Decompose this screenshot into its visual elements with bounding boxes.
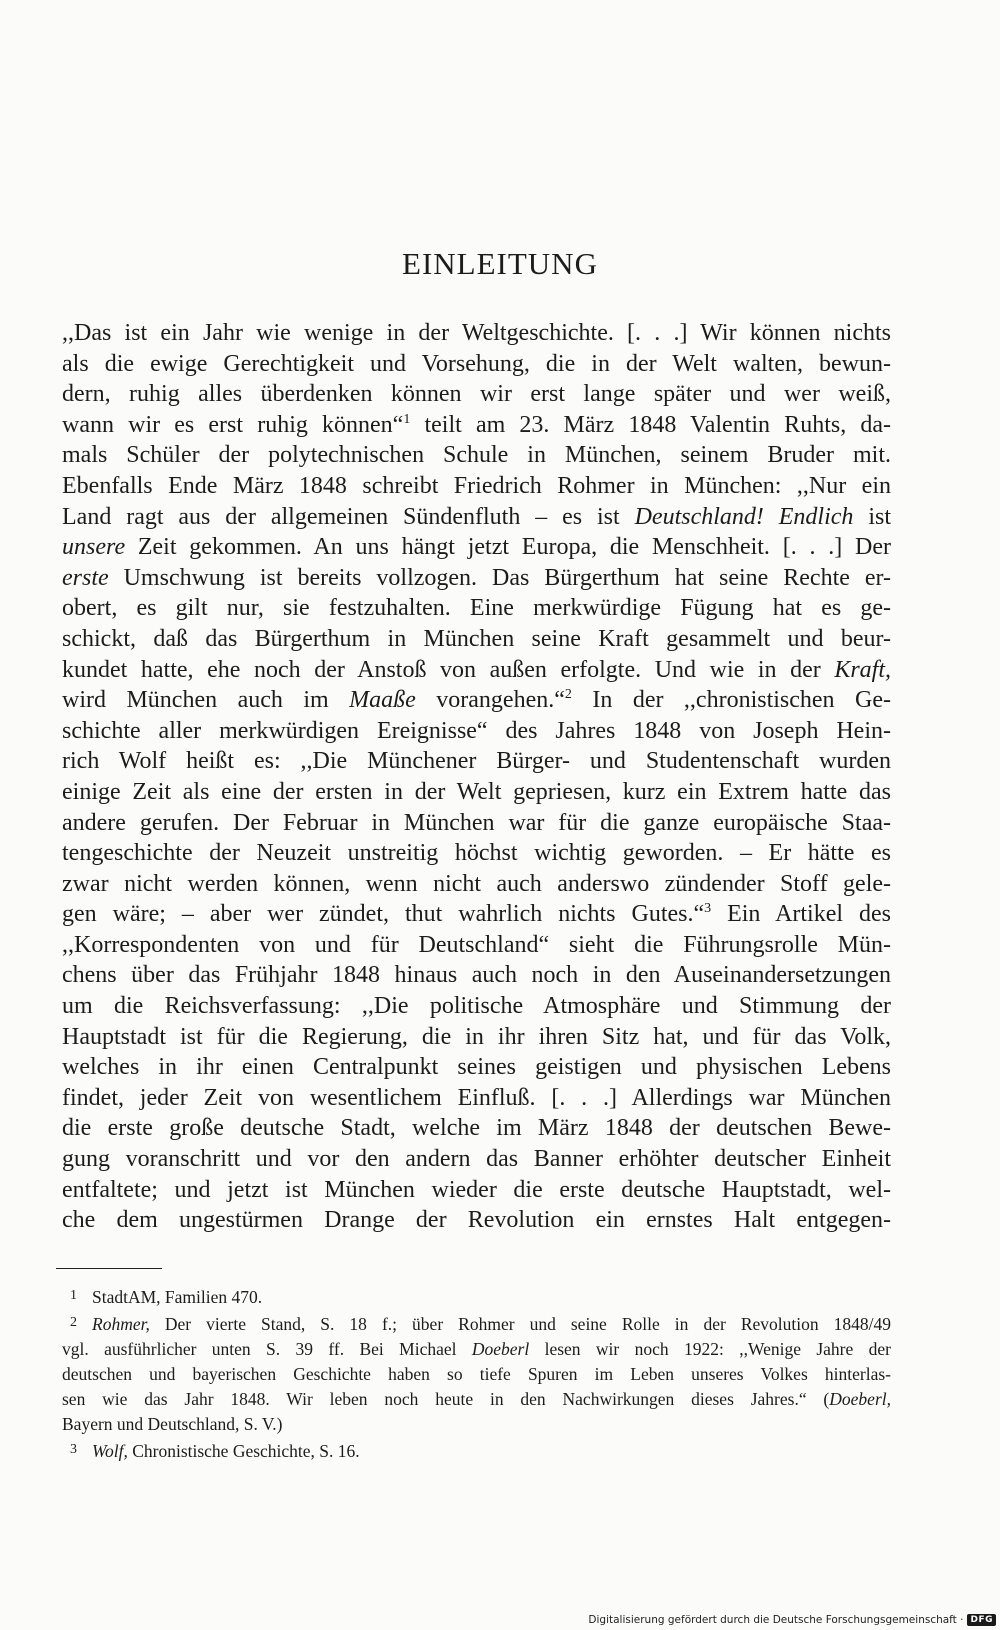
footnote-line (62, 1310, 891, 1337)
footnote-marker: 3 (704, 901, 712, 917)
body-line (62, 899, 891, 930)
text-run: gung voranschritt und vor den andern das Banner erhöhter deutscher Einheit (62, 1146, 891, 1173)
footnote-line (62, 1283, 891, 1310)
italic-text: Rohmer, (92, 1314, 150, 1334)
italic-text: Doeberl (471, 1339, 530, 1359)
text-run: lesen wir noch 1922: ,,Wenige Jahre der (529, 1339, 891, 1359)
footnote-line (62, 1387, 891, 1412)
footnote-number: 3 (70, 1442, 77, 1457)
italic-text: Kraft, (834, 656, 891, 683)
funding-footer (588, 1610, 1000, 1630)
body-line (62, 1083, 891, 1114)
text-run: ist (853, 503, 892, 530)
text-run: einige Zeit als eine der ersten in der Welt gepriesen, kurz ein Extrem hatte das (62, 778, 891, 805)
body-line (62, 869, 891, 900)
body-line (62, 1113, 891, 1144)
text-run: um die Reichsverfassung: ,,Die politische Atmosphäre und Stimmung der (62, 993, 891, 1020)
text-run: Der vierte Stand, S. 18 f.; über Rohmer und seine Rolle in der Revolution 1848/49 (149, 1314, 891, 1334)
italic-text: Wolf, (92, 1441, 128, 1461)
italic-text: unsere (62, 534, 126, 561)
body-line (62, 624, 891, 655)
body-line (62, 930, 891, 961)
text-run: als die ewige Gerechtigkeit und Vorsehung, die in der Welt walten, bewun- (62, 350, 891, 377)
footnote-marker: 2 (564, 687, 572, 703)
body-line (62, 991, 891, 1022)
body-line (62, 471, 891, 502)
body-line (62, 716, 891, 747)
text-run: die erste große deutsche Stadt, welche im März 1848 der deutschen Bewe- (62, 1115, 891, 1142)
body-line (62, 777, 891, 808)
text-run: findet, jeder Zeit von wesentlichem Einfluß. [. . .] Allerdings war München (62, 1084, 891, 1111)
text-run: Zeit gekommen. An uns hängt jetzt Europa, die Menschheit. [. . .] Der (125, 534, 891, 561)
body-line (62, 746, 891, 777)
footnote-divider (56, 1268, 162, 1269)
footnote-number: 2 (70, 1315, 77, 1330)
text-run: Bayern und Deutschland, S. V.) (62, 1414, 283, 1434)
body-line (62, 838, 891, 869)
text-run: schichte aller merkwürdigen Ereignisse“ des Jahres 1848 von Joseph Hein- (62, 717, 891, 744)
text-run: mals Schüler der polytechnischen Schule in München, seinem Bruder mit. (62, 442, 891, 469)
text-run: Umschwung ist bereits vollzogen. Das Bürgerthum hat seine Rechte er- (108, 564, 891, 591)
text-run: StadtAM, Familien 470. (92, 1287, 263, 1307)
footnote-line (62, 1412, 891, 1437)
body-line (62, 1144, 891, 1175)
body-line (62, 1175, 891, 1206)
text-run: zwar nicht werden können, wenn nicht auch anderswo zündender Stoff gele- (62, 870, 891, 897)
italic-text: erste (62, 564, 109, 591)
text-run: In der ,,chronistischen Ge- (571, 687, 892, 714)
footnote-line (62, 1337, 891, 1362)
text-run: Ein Artikel des (711, 901, 892, 928)
text-run: welches in ihr einen Centralpunkt seines geistigen und physischen Lebens (62, 1054, 891, 1081)
body-line (62, 502, 891, 533)
text-run: dern, ruhig alles überdenken können wir erst lange später und wer weiß, (62, 381, 891, 408)
text-run: entfaltete; und jetzt ist München wieder die erste deutsche Hauptstadt, wel- (62, 1176, 891, 1203)
text-run: andere gerufen. Der Februar in München war für die ganze europäische Staa- (62, 809, 891, 836)
body-text (62, 318, 891, 1236)
text-run: chens über das Frühjahr 1848 hinaus auch noch in den Auseinandersetzungen (62, 962, 891, 989)
body-line (62, 318, 891, 349)
text-run: vorangehen.“ (415, 687, 565, 714)
body-line (62, 563, 891, 594)
text-run: ,,Das ist ein Jahr wie wenige in der Weltgeschichte. [. . .] Wir können nichts (62, 320, 891, 346)
text-run: schickt, daß das Bürgerthum in München seine Kraft gesammelt und beur- (62, 625, 891, 652)
body-line (62, 655, 891, 686)
footnote-line (62, 1362, 891, 1387)
text-run: rich Wolf heißt es: ,,Die Münchener Bürger- und Studentenschaft wurden (62, 748, 891, 775)
text-run: tengeschichte der Neuzeit unstreitig höchst wichtig geworden. – Er hätte es (62, 840, 891, 867)
text-run: Hauptstadt ist für die Regierung, die in ihr ihren Sitz hat, und für das Volk, (62, 1023, 891, 1050)
text-run: Land ragt aus der allgemeinen Sündenfluth – es ist (62, 503, 635, 530)
body-line (62, 1052, 891, 1083)
text-run: sen wie das Jahr 1848. Wir leben noch heute in den Nachwirkungen dieses Jahres.“ ( (62, 1389, 830, 1409)
body-line (62, 410, 891, 441)
italic-text: Deutschland! Endlich (634, 503, 854, 530)
text-run: vgl. ausführlicher unten S. 39 ff. Bei Michael (62, 1339, 472, 1359)
text-run: Chronistische Geschichte, S. 16. (127, 1441, 360, 1461)
chapter-title: EINLEITUNG (402, 245, 598, 281)
text-run: gen wäre; – aber wer zündet, thut wahrlich nichts Gutes.“ (62, 901, 705, 928)
text-run: teilt am 23. März 1848 Valentin Ruhts, da- (410, 411, 891, 438)
italic-text: Doeberl, (829, 1389, 891, 1409)
body-line (62, 593, 891, 624)
body-line (62, 685, 891, 716)
body-line (62, 1205, 891, 1236)
body-line (62, 349, 891, 380)
italic-text: Maaße (349, 687, 416, 714)
text-run: wird München auch im (62, 687, 350, 714)
body-line (62, 379, 891, 410)
footnote-line (62, 1437, 891, 1464)
text-run: Ebenfalls Ende März 1848 schreibt Friedrich Rohmer in München: ,,Nur ein (62, 472, 891, 499)
body-line (62, 808, 891, 839)
text-run: ,,Korrespondenten von und für Deutschland“ sieht die Führungsrolle Mün- (62, 931, 891, 958)
text-run: kundet hatte, ehe noch der Anstoß von außen erfolgte. Und wie in der (62, 656, 835, 683)
text-run: obert, es gilt nur, sie festzuhalten. Eine merkwürdige Fügung hat es ge- (62, 595, 891, 622)
text-run: deutschen und bayerischen Geschichte haben so tiefe Spuren im Leben unseres Volkes hinterlas- (62, 1364, 891, 1384)
footnote-marker: 1 (403, 411, 411, 427)
funding-text: Digitalisierung gefördert durch die Deutsche Forschungsgemeinschaft · (588, 1614, 964, 1626)
body-line (62, 532, 891, 563)
body-line (62, 1022, 891, 1053)
text-run: che dem ungestürmen Drange der Revolution ein ernstes Halt entgegen- (62, 1207, 891, 1234)
body-line (62, 960, 891, 991)
text-run: wann wir es erst ruhig können“ (62, 411, 404, 438)
dfg-logo-icon: DFG (967, 1614, 996, 1626)
body-line (62, 440, 891, 471)
footnotes (62, 1283, 891, 1464)
footnote-number: 1 (70, 1288, 77, 1303)
